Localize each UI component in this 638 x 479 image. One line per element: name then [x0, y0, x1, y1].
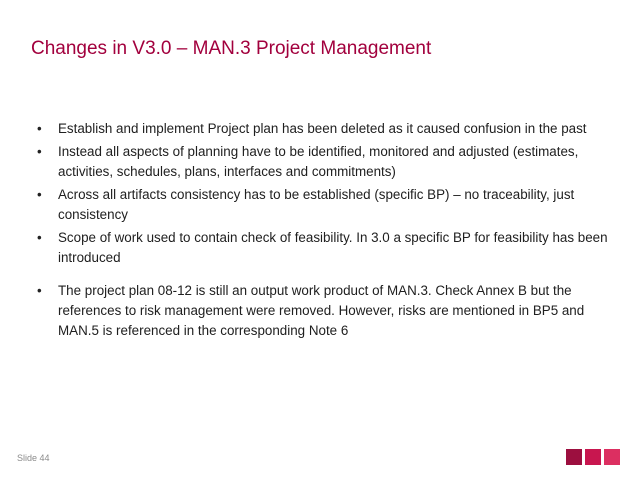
bullet-marker: • — [37, 230, 42, 245]
bullet-text: Scope of work used to contain check of feasibility. In 3.0 a specific BP for feasibility has been introduced — [58, 230, 608, 265]
slide-title: Changes in V3.0 – MAN.3 Project Management — [31, 38, 432, 59]
slide-number: Slide 44 — [17, 453, 50, 463]
bullet-item — [37, 119, 612, 139]
bullet-text: Instead all aspects of planning have to be identified, monitored and adjusted (estimates, activities, schedules, plans, interfaces and commitments) — [58, 144, 579, 179]
decorative-squares — [566, 449, 620, 465]
bullet-item — [37, 228, 612, 268]
bullet-marker: • — [37, 144, 42, 159]
bullet-text: Establish and implement Project plan has been deleted as it caused confusion in the past — [58, 121, 587, 136]
bullet-item — [37, 142, 612, 182]
bullet-text: Across all artifacts consistency has to be established (specific BP) – no traceability, just consistency — [58, 187, 575, 222]
bullet-list — [37, 119, 612, 344]
bullet-text: The project plan 08-12 is still an output work product of MAN.3. Check Annex B but the references to risk management were removed. However, risks are mentioned in BP5 and MAN.5 is referenced in the corresponding Note 6 — [58, 283, 585, 338]
decorative-square-dark — [566, 449, 582, 465]
bullet-marker: • — [37, 283, 42, 298]
bullet-item — [37, 281, 612, 341]
decorative-square-mid — [585, 449, 601, 465]
bullet-item — [37, 185, 612, 225]
decorative-square-light — [604, 449, 620, 465]
bullet-marker: • — [37, 121, 42, 136]
bullet-marker: • — [37, 187, 42, 202]
